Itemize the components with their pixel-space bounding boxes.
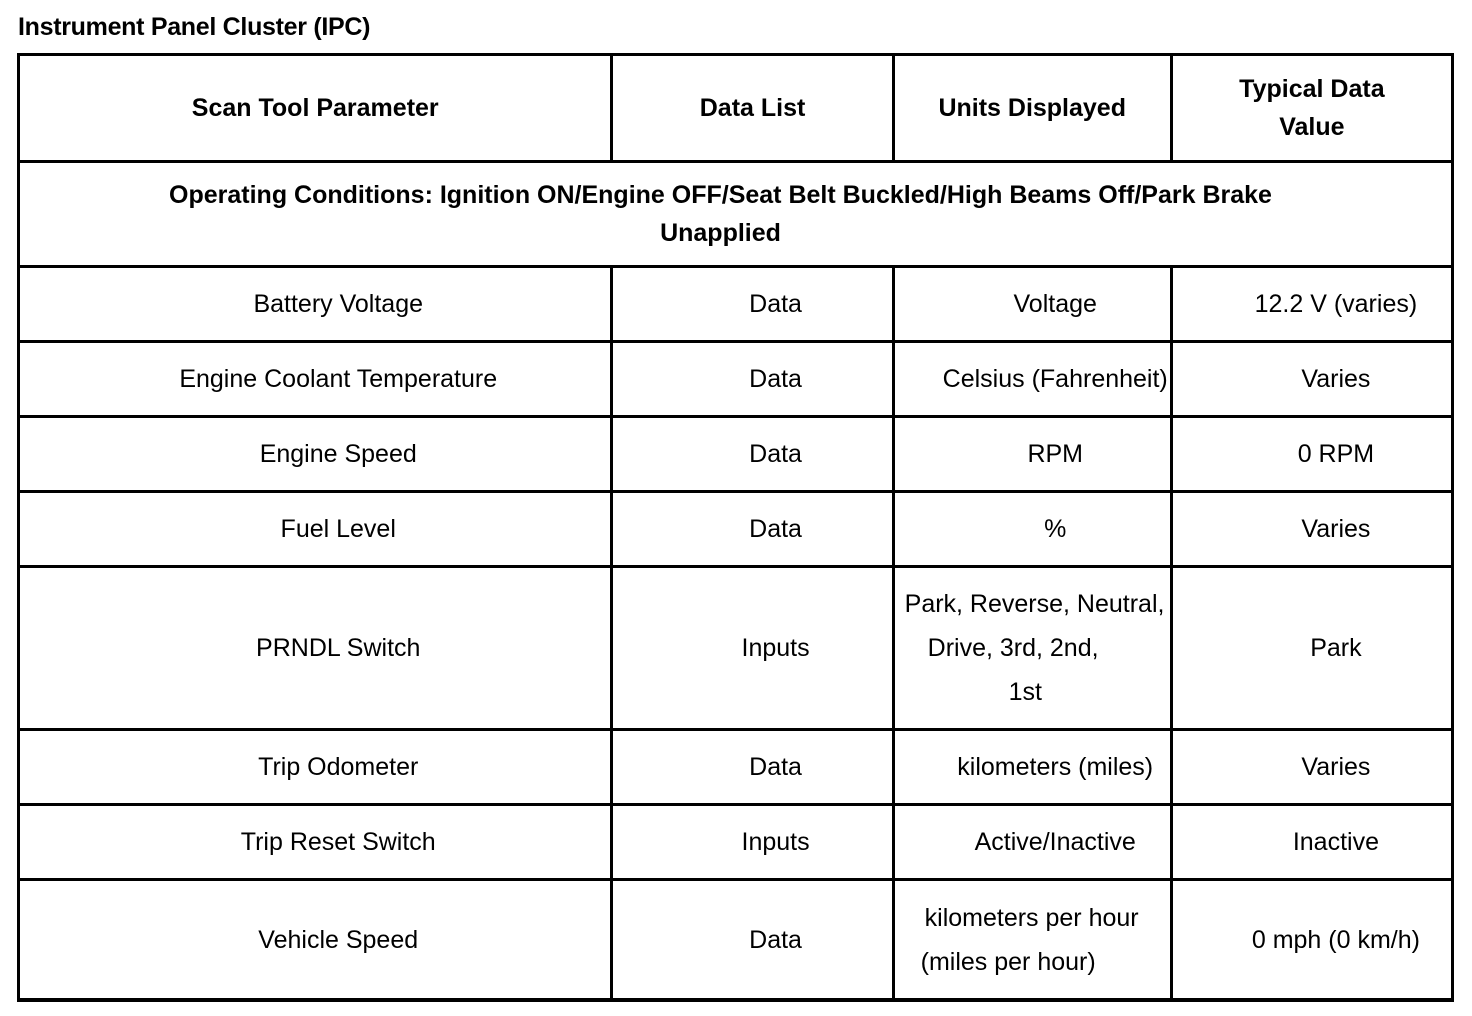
operating-conditions-line2: Unapplied bbox=[660, 219, 781, 247]
units-cell: RPM bbox=[893, 417, 1171, 492]
document-title: Instrument Panel Cluster (IPC) bbox=[18, 13, 371, 41]
typical-value-cell: 0 RPM bbox=[1171, 417, 1452, 492]
table-header-row bbox=[19, 55, 1453, 162]
table-row bbox=[19, 730, 1453, 805]
header-units-displayed: Units Displayed bbox=[893, 55, 1171, 162]
header-typical-line2: Value bbox=[1279, 113, 1345, 141]
parameter-cell: Trip Odometer bbox=[19, 730, 612, 805]
units-cell: Active/Inactive bbox=[893, 805, 1171, 880]
parameter-cell: Engine Speed bbox=[19, 417, 612, 492]
units-cell: Voltage bbox=[893, 267, 1171, 342]
typical-value-cell: Inactive bbox=[1171, 805, 1452, 880]
data-list-cell: Data bbox=[612, 267, 893, 342]
data-list-cell: Inputs bbox=[612, 805, 893, 880]
units-cell: Celsius (Fahrenheit) bbox=[893, 342, 1171, 417]
typical-value-cell: 0 mph (0 km/h) bbox=[1171, 880, 1452, 1001]
table-row bbox=[19, 567, 1453, 730]
units-cell bbox=[893, 880, 1171, 1001]
data-list-cell: Data bbox=[612, 417, 893, 492]
parameter-cell: Trip Reset Switch bbox=[19, 805, 612, 880]
parameter-cell: PRNDL Switch bbox=[19, 567, 612, 730]
units-line: Drive, 3rd, 2nd, bbox=[927, 634, 1099, 662]
units-cell: % bbox=[893, 492, 1171, 567]
operating-conditions bbox=[19, 162, 1453, 267]
typical-value-cell: Varies bbox=[1171, 342, 1452, 417]
units-line: Park, Reverse, Neutral, bbox=[904, 590, 1165, 618]
data-list-cell: Data bbox=[612, 492, 893, 567]
typical-value-cell: Varies bbox=[1171, 492, 1452, 567]
header-typical-line1: Typical Data bbox=[1239, 75, 1385, 103]
ipc-data-table bbox=[17, 53, 1454, 1002]
parameter-cell: Fuel Level bbox=[19, 492, 612, 567]
table-row bbox=[19, 417, 1453, 492]
units-cell bbox=[893, 567, 1171, 730]
units-line: kilometers per hour bbox=[924, 903, 1139, 932]
parameter-cell: Vehicle Speed bbox=[19, 880, 612, 1001]
units-cell: kilometers (miles) bbox=[893, 730, 1171, 805]
operating-conditions-line1: Operating Conditions: Ignition ON/Engine OFF/Seat Belt Buckled/High Beams Off/Park Brake bbox=[169, 181, 1272, 209]
header-data-list: Data List bbox=[612, 55, 893, 162]
typical-value-cell: Varies bbox=[1171, 730, 1452, 805]
data-list-cell: Data bbox=[612, 730, 893, 805]
table-row bbox=[19, 880, 1453, 1001]
units-line: 1st bbox=[1008, 678, 1042, 706]
units-line: (miles per hour) bbox=[920, 947, 1096, 976]
table-row bbox=[19, 342, 1453, 417]
table-row bbox=[19, 492, 1453, 567]
data-list-cell: Data bbox=[612, 880, 893, 1001]
header-scan-tool-parameter: Scan Tool Parameter bbox=[19, 55, 612, 162]
typical-value-cell: 12.2 V (varies) bbox=[1171, 267, 1452, 342]
table-row bbox=[19, 805, 1453, 880]
header-typical-data-value bbox=[1171, 55, 1452, 162]
data-list-cell: Data bbox=[612, 342, 893, 417]
typical-value-cell: Park bbox=[1171, 567, 1452, 730]
operating-conditions-row bbox=[19, 162, 1453, 267]
parameter-cell: Engine Coolant Temperature bbox=[19, 342, 612, 417]
table-row bbox=[19, 267, 1453, 342]
data-list-cell: Inputs bbox=[612, 567, 893, 730]
parameter-cell: Battery Voltage bbox=[19, 267, 612, 342]
